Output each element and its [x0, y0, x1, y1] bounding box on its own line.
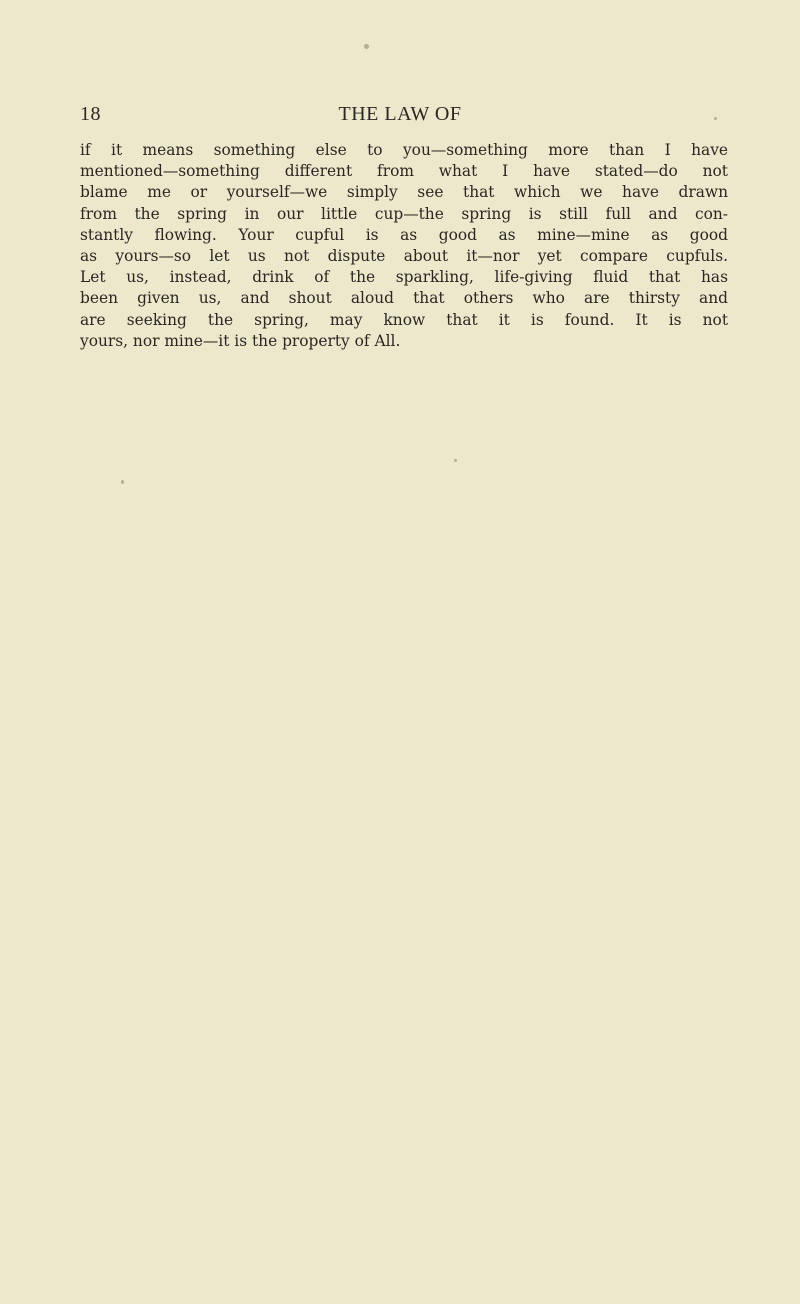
- text-line: if it means something else to you—something more than I have: [80, 141, 728, 159]
- text-line: mentioned—something different from what I have stated—do not: [80, 162, 728, 181]
- text-line: are seeking the spring, may know that it is found. It is not: [80, 310, 728, 329]
- text-line: blame me or yourself—we simply see that which we have drawn: [80, 183, 728, 202]
- page-number: 18: [80, 103, 101, 125]
- paper-speck: [121, 480, 124, 484]
- text-line: as yours—so let us not dispute about it—nor yet compare cupfuls.: [80, 247, 728, 266]
- text-line: yours, nor mine—it is the property of All.: [80, 331, 401, 350]
- running-head: [80, 103, 720, 129]
- body-paragraph: [80, 140, 728, 352]
- text-line: Let us, instead, drink of the sparkling, life-giving fluid that has: [80, 268, 728, 287]
- paper-speck: [454, 459, 457, 462]
- text-line: been given us, and shout aloud that others who are thirsty and: [80, 289, 728, 308]
- running-title: THE LAW OF: [338, 103, 462, 125]
- text-line: stantly flowing. Your cupful is as good as mine—mine as good: [80, 225, 728, 244]
- text-line: from the spring in our little cup—the spring is still full and con-: [80, 204, 728, 223]
- paper-speck: [364, 44, 369, 49]
